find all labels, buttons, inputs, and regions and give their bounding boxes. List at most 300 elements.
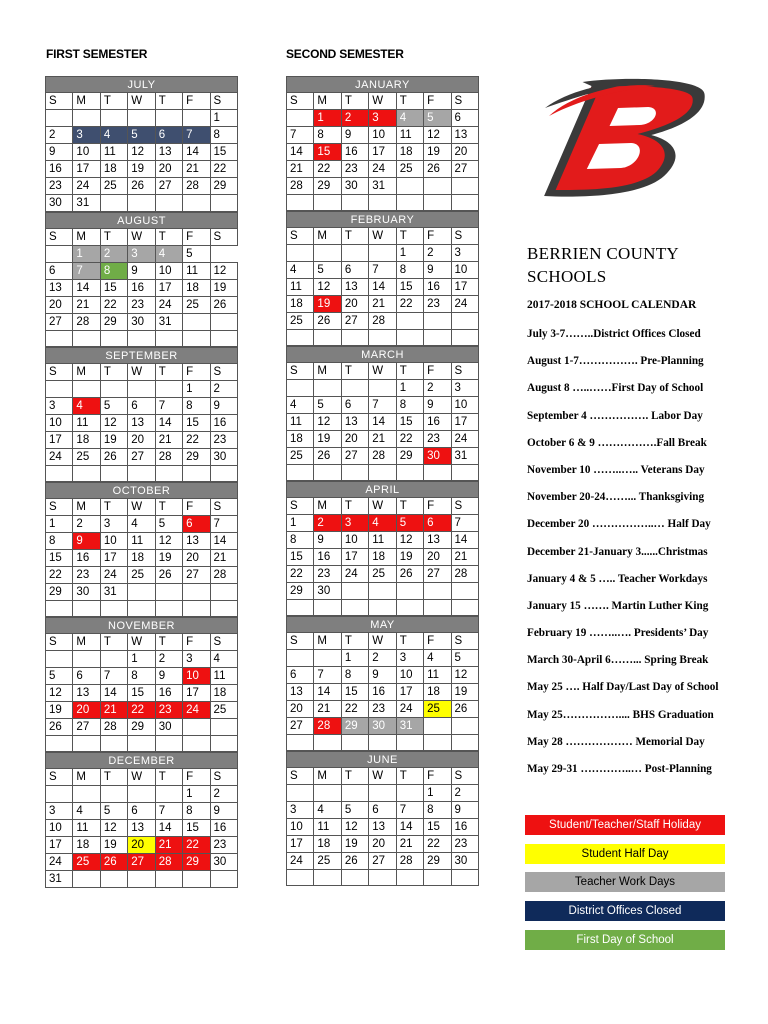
weekday-header: M [73,364,100,381]
calendar-day: 8 [210,127,237,144]
calendar-day: 29 [314,178,341,195]
calendar-day: 14 [155,820,182,837]
key-date-item: May 29-31 …………..… Post-Planning [527,763,712,775]
month-name: SEPTEMBER [46,348,238,364]
calendar-day: 9 [210,803,237,820]
calendar-day: 5 [314,397,341,414]
calendar-day: 20 [424,549,451,566]
calendar-day: 27 [128,449,155,466]
weekday-header: F [424,633,451,650]
weekday-header: S [210,364,237,381]
calendar-day: 1 [183,786,210,803]
empty-day-cell [183,871,210,888]
weekday-header: W [128,499,155,516]
empty-day-cell [73,651,100,668]
calendar-day: 15 [341,684,368,701]
empty-day-cell [155,466,182,482]
calendar-day: 25 [210,702,237,719]
weekday-header: S [451,363,478,380]
calendar-day: 12 [396,532,423,549]
calendar-day: 12 [424,127,451,144]
calendar-day: 11 [73,820,100,837]
calendar-day: 13 [287,684,314,701]
calendar-day: 15 [128,685,155,702]
calendar-day: 21 [73,297,100,314]
district-title [527,242,679,288]
calendar-day: 7 [451,515,478,532]
calendar-day: 22 [287,566,314,583]
calendar-day: 26 [128,178,155,195]
calendar-day: 12 [210,263,237,280]
calendar-day: 20 [451,144,478,161]
calendar-day-highlighted: 30 [424,448,451,465]
key-date-item: August 1-7……………. Pre-Planning [527,355,704,368]
calendar-day: 10 [73,144,100,161]
district-title-line-1: BERRIEN COUNTY [527,244,680,263]
empty-day-cell [183,719,210,736]
calendar-day-highlighted: 5 [396,515,423,532]
calendar-day: 20 [46,297,73,314]
calendar-day: 25 [369,566,396,583]
color-legend [525,815,725,958]
weekday-header: S [46,634,73,651]
calendar-day: 7 [287,127,314,144]
calendar-day: 5 [183,246,210,263]
calendar-day: 20 [287,701,314,718]
first-semester-heading: FIRST SEMESTER [46,47,148,61]
empty-day-cell [314,785,341,802]
weekday-header: W [369,498,396,515]
empty-day-cell [287,735,314,751]
calendar-day: 12 [314,414,341,431]
month-calendar-december [45,752,238,888]
empty-day-cell [128,736,155,752]
empty-day-cell [369,583,396,600]
calendar-day-highlighted: 22 [183,837,210,854]
calendar-day: 3 [451,245,478,262]
empty-day-cell [210,466,237,482]
calendar-day: 28 [183,178,210,195]
calendar-day: 17 [155,280,182,297]
calendar-day: 14 [369,414,396,431]
calendar-day: 23 [128,297,155,314]
calendar-day: 25 [396,161,423,178]
month-calendar-march [286,346,479,481]
calendar-day: 20 [369,836,396,853]
calendar-day: 11 [396,127,423,144]
calendar-day: 13 [155,144,182,161]
calendar-day: 12 [128,144,155,161]
calendar-day: 7 [369,262,396,279]
calendar-day: 13 [46,280,73,297]
weekday-header: S [210,634,237,651]
empty-day-cell [128,331,155,347]
calendar-day: 6 [287,667,314,684]
empty-day-cell [46,466,73,482]
empty-day-cell [396,465,423,481]
calendar-day: 27 [155,178,182,195]
calendar-day: 26 [100,449,127,466]
calendar-day: 27 [341,448,368,465]
weekday-header: S [46,769,73,786]
calendar-day: 18 [287,431,314,448]
calendar-day: 3 [100,516,127,533]
calendar-day: 28 [369,313,396,330]
calendar-day: 20 [341,296,368,313]
key-date-item: October 6 & 9 …………….Fall Break [527,436,707,449]
calendar-day: 8 [287,532,314,549]
weekday-header: T [396,228,423,245]
calendar-day-highlighted: 3 [369,110,396,127]
weekday-header: S [46,229,73,246]
calendar-day-highlighted: 7 [183,127,210,144]
empty-day-cell [183,584,210,601]
weekday-header: T [341,633,368,650]
calendar-day: 22 [210,161,237,178]
calendar-day: 12 [100,415,127,432]
calendar-day: 1 [287,515,314,532]
calendar-day: 20 [128,432,155,449]
calendar-day: 5 [100,398,127,415]
calendar-day: 29 [46,584,73,601]
calendar-day: 10 [100,533,127,550]
calendar-day: 21 [369,431,396,448]
empty-day-cell [451,313,478,330]
calendar-day: 30 [128,314,155,331]
calendar-day: 16 [73,550,100,567]
calendar-day: 21 [210,550,237,567]
month-name: JULY [46,77,238,93]
calendar-day: 14 [183,144,210,161]
weekday-header: F [424,768,451,785]
calendar-day: 17 [46,432,73,449]
calendar-day-highlighted: 23 [155,702,182,719]
empty-day-cell [369,245,396,262]
calendar-day-highlighted: 3 [341,515,368,532]
calendar-day: 10 [46,820,73,837]
empty-day-cell [396,600,423,616]
weekday-header: S [46,499,73,516]
calendar-day: 16 [314,549,341,566]
empty-day-cell [341,870,368,886]
month-name: JANUARY [287,77,479,93]
calendar-day: 3 [46,398,73,415]
empty-day-cell [128,601,155,617]
empty-day-cell [73,466,100,482]
empty-day-cell [287,330,314,346]
calendar-day: 29 [287,583,314,600]
calendar-day: 11 [128,533,155,550]
calendar-day: 24 [451,431,478,448]
empty-day-cell [210,584,237,601]
empty-day-cell [369,465,396,481]
calendar-day: 1 [341,650,368,667]
calendar-day: 31 [369,178,396,195]
empty-day-cell [314,330,341,346]
calendar-day: 4 [73,803,100,820]
calendar-day: 21 [451,549,478,566]
weekday-header: S [451,93,478,110]
calendar-day: 8 [396,262,423,279]
calendar-day: 9 [155,668,182,685]
calendar-day: 15 [424,819,451,836]
month-calendar-february [286,211,479,346]
key-date-item: November 20-24……... Thanksgiving [527,491,705,504]
calendar-day: 11 [314,819,341,836]
calendar-day: 30 [314,583,341,600]
key-dates-list [527,326,727,788]
district-title-line-2: SCHOOLS [527,267,607,286]
empty-day-cell [314,600,341,616]
calendar-day-highlighted: 5 [424,110,451,127]
calendar-day: 28 [100,719,127,736]
calendar-day: 9 [128,263,155,280]
weekday-header: F [183,364,210,381]
month-name: NOVEMBER [46,618,238,634]
empty-day-cell [424,583,451,600]
calendar-day: 14 [100,685,127,702]
month-name: JUNE [287,752,479,768]
calendar-day-highlighted: 1 [314,110,341,127]
month-name: FEBRUARY [287,212,479,228]
calendar-day: 17 [396,684,423,701]
calendar-day: 27 [424,566,451,583]
calendar-day: 25 [183,297,210,314]
key-date-item: September 4 ……………. Labor Day [527,409,703,422]
calendar-day: 26 [210,297,237,314]
empty-day-cell [100,871,127,888]
empty-day-cell [314,650,341,667]
calendar-day: 3 [396,650,423,667]
calendar-day: 6 [341,397,368,414]
empty-day-cell [210,719,237,736]
weekday-header: S [287,363,314,380]
calendar-day: 14 [210,533,237,550]
calendar-day: 7 [396,802,423,819]
calendar-day: 12 [155,533,182,550]
empty-day-cell [73,736,100,752]
calendar-day: 5 [155,516,182,533]
empty-day-cell [73,110,100,127]
calendar-day: 26 [155,567,182,584]
calendar-day-highlighted: 28 [155,854,182,871]
calendar-day: 3 [183,651,210,668]
calendar-day: 23 [210,837,237,854]
calendar-day-highlighted: 2 [100,246,127,263]
empty-day-cell [341,465,368,481]
weekday-header: M [314,93,341,110]
empty-day-cell [210,195,237,212]
empty-day-cell [128,466,155,482]
calendar-day: 3 [46,803,73,820]
weekday-header: F [183,93,210,110]
legend-item: Teacher Work Days [525,872,725,892]
calendar-day: 25 [73,449,100,466]
calendar-day: 12 [314,279,341,296]
calendar-day: 11 [287,279,314,296]
empty-day-cell [155,736,182,752]
calendar-day: 7 [100,668,127,685]
empty-day-cell [100,786,127,803]
calendar-day-highlighted: 6 [183,516,210,533]
calendar-day: 19 [451,684,478,701]
month-name: MARCH [287,347,479,363]
calendar-day: 15 [46,550,73,567]
weekday-header: T [396,768,423,785]
calendar-day: 20 [155,161,182,178]
calendar-day: 19 [396,549,423,566]
key-date-item: February 19 ……..…. Presidents’ Day [527,627,709,640]
calendar-day-highlighted: 4 [396,110,423,127]
calendar-day: 2 [73,516,100,533]
weekday-header: T [341,498,368,515]
weekday-header: W [128,634,155,651]
key-date-item: May 25…………….... BHS Graduation [527,708,714,721]
calendar-day: 27 [46,314,73,331]
empty-day-cell [155,195,182,212]
calendar-day: 31 [100,584,127,601]
weekday-header: F [183,499,210,516]
legend-item: Student Half Day [525,844,725,864]
empty-day-cell [451,735,478,751]
calendar-day-highlighted: 4 [73,398,100,415]
calendar-day: 22 [424,836,451,853]
weekday-header: T [155,499,182,516]
empty-day-cell [424,178,451,195]
calendar-day: 21 [155,432,182,449]
calendar-day: 8 [46,533,73,550]
calendar-day: 11 [100,144,127,161]
calendar-day: 21 [287,161,314,178]
empty-day-cell [100,736,127,752]
key-date-item: January 4 & 5 ….. Teacher Workdays [527,572,708,585]
month-name: MAY [287,617,479,633]
calendar-day: 22 [183,432,210,449]
empty-day-cell [128,110,155,127]
empty-day-cell [451,178,478,195]
calendar-day: 22 [46,567,73,584]
calendar-day: 27 [369,853,396,870]
calendar-day: 19 [155,550,182,567]
calendar-day-highlighted: 26 [100,854,127,871]
empty-day-cell [287,110,314,127]
calendar-day: 31 [451,448,478,465]
calendar-day: 1 [396,380,423,397]
empty-day-cell [73,871,100,888]
calendar-day: 2 [424,380,451,397]
weekday-header: T [155,634,182,651]
calendar-day: 7 [369,397,396,414]
weekday-header: T [100,634,127,651]
calendar-day: 23 [369,701,396,718]
empty-day-cell [424,465,451,481]
key-date-item: August 8 …..……First Day of School [527,382,704,395]
empty-day-cell [183,466,210,482]
empty-day-cell [100,381,127,398]
calendar-day: 1 [128,651,155,668]
weekday-header: M [73,229,100,246]
empty-day-cell [396,330,423,346]
empty-day-cell [100,331,127,347]
empty-day-cell [46,381,73,398]
calendar-day: 9 [341,127,368,144]
calendar-day: 25 [128,567,155,584]
calendar-day: 24 [73,178,100,195]
calendar-day: 27 [451,161,478,178]
calendar-day: 2 [369,650,396,667]
month-calendar-june [286,751,479,886]
calendar-day: 11 [287,414,314,431]
calendar-day: 12 [451,667,478,684]
calendar-day: 25 [314,853,341,870]
calendar-day-highlighted: 20 [128,837,155,854]
month-calendar-august [45,212,238,347]
calendar-day: 1 [183,381,210,398]
empty-day-cell [451,600,478,616]
calendar-day: 24 [369,161,396,178]
calendar-day: 8 [183,803,210,820]
calendar-day: 18 [287,296,314,313]
calendar-day: 27 [73,719,100,736]
calendar-day-highlighted: 9 [73,533,100,550]
weekday-header: M [73,769,100,786]
empty-day-cell [369,330,396,346]
calendar-day: 19 [100,432,127,449]
calendar-day: 29 [396,448,423,465]
month-name: APRIL [287,482,479,498]
calendar-day: 1 [424,785,451,802]
empty-day-cell [341,195,368,211]
empty-day-cell [183,195,210,212]
key-date-item: November 10 ……..….. Veterans Day [527,463,705,476]
calendar-day: 15 [396,414,423,431]
calendar-day: 14 [155,415,182,432]
calendar-day: 24 [155,297,182,314]
weekday-header: M [314,633,341,650]
calendar-day: 17 [100,550,127,567]
weekday-header: T [155,229,182,246]
weekday-header: S [46,93,73,110]
calendar-day: 18 [73,837,100,854]
weekday-header: W [369,363,396,380]
calendar-day: 1 [396,245,423,262]
empty-day-cell [287,380,314,397]
calendar-day: 6 [451,110,478,127]
calendar-day: 10 [369,127,396,144]
weekday-header: W [128,93,155,110]
empty-day-cell [46,651,73,668]
calendar-day: 15 [100,280,127,297]
calendar-day: 5 [46,668,73,685]
calendar-day: 17 [341,549,368,566]
calendar-day: 29 [424,853,451,870]
weekday-header: S [451,768,478,785]
calendar-day: 14 [369,279,396,296]
empty-day-cell [314,195,341,211]
calendar-day: 26 [46,719,73,736]
empty-day-cell [396,583,423,600]
legend-item: Student/Teacher/Staff Holiday [525,815,725,835]
key-date-item: January 15 ……. Martin Luther King [527,599,709,612]
calendar-day: 3 [451,380,478,397]
calendar-day: 19 [341,836,368,853]
calendar-day: 8 [183,398,210,415]
calendar-day: 18 [424,684,451,701]
weekday-header: T [100,93,127,110]
legend-item: First Day of School [525,930,725,950]
empty-day-cell [424,600,451,616]
weekday-header: S [287,93,314,110]
